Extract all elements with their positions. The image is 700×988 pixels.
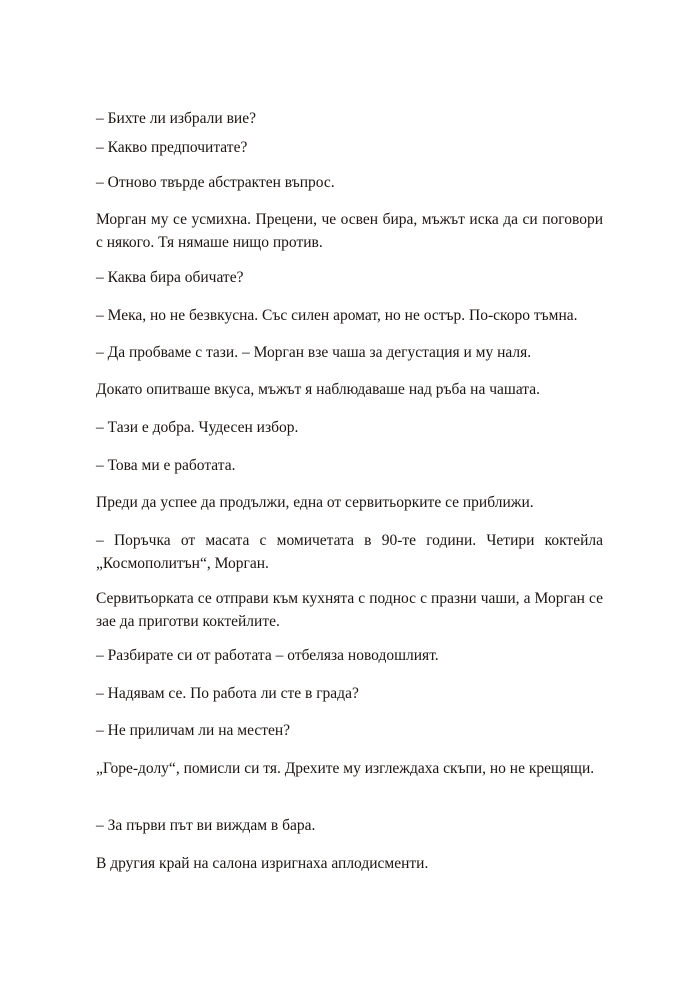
paragraph-9: – Тази е добра. Чудесен избор. xyxy=(96,419,299,436)
paragraph-10: – Това ми е работата. xyxy=(96,457,236,474)
paragraph-2: – Какво предпочитате? xyxy=(96,139,248,156)
paragraph-7: – Да пробваме с тази. – Морган взе чаша за дегустация и му наля. xyxy=(96,344,532,361)
paragraph-11: Преди да успее да продължи, една от сервитьорките се приближи. xyxy=(96,494,534,511)
paragraph-15: – Надявам се. По работа ли сте в града? xyxy=(96,685,359,702)
paragraph-17: „Горе-долу“, помисли си тя. Дрехите му изглеждаха скъпи, но не крещящи. xyxy=(96,760,595,777)
paragraph-3: – Отново твърде абстрактен въпрос. xyxy=(96,174,335,191)
paragraph-16: – Не приличам ли на местен? xyxy=(96,722,291,739)
paragraph-19: В другия край на салона изригнаха аплодисменти. xyxy=(96,855,429,872)
paragraph-18: – За първи път ви виждам в бара. xyxy=(96,817,316,834)
paragraph-12: – Поръчка от масата с момичетата в 90-те години. Четири коктейла „Космополитън“, Морган. xyxy=(96,532,603,572)
paragraph-4: Морган му се усмихна. Прецени, че освен бира, мъжът иска да си поговори с някого. Тя нямаше нищо против. xyxy=(96,211,603,251)
paragraph-8: Докато опитваше вкуса, мъжът я наблюдаваше над ръба на чашата. xyxy=(96,381,541,398)
paragraph-6: – Мека, но не безвкусна. Със силен аромат, но не остър. По-скоро тъмна. xyxy=(96,307,578,324)
paragraph-5: – Каква бира обичате? xyxy=(96,269,244,286)
paragraph-1: – Бихте ли избрали вие? xyxy=(96,110,256,127)
paragraph-14: – Разбирате си от работата – отбеляза новодошлият. xyxy=(96,647,439,664)
paragraph-13: Сервитьорката се отправи към кухнята с поднос с празни чаши, а Морган се зае да приготви коктейлите. xyxy=(96,590,603,630)
